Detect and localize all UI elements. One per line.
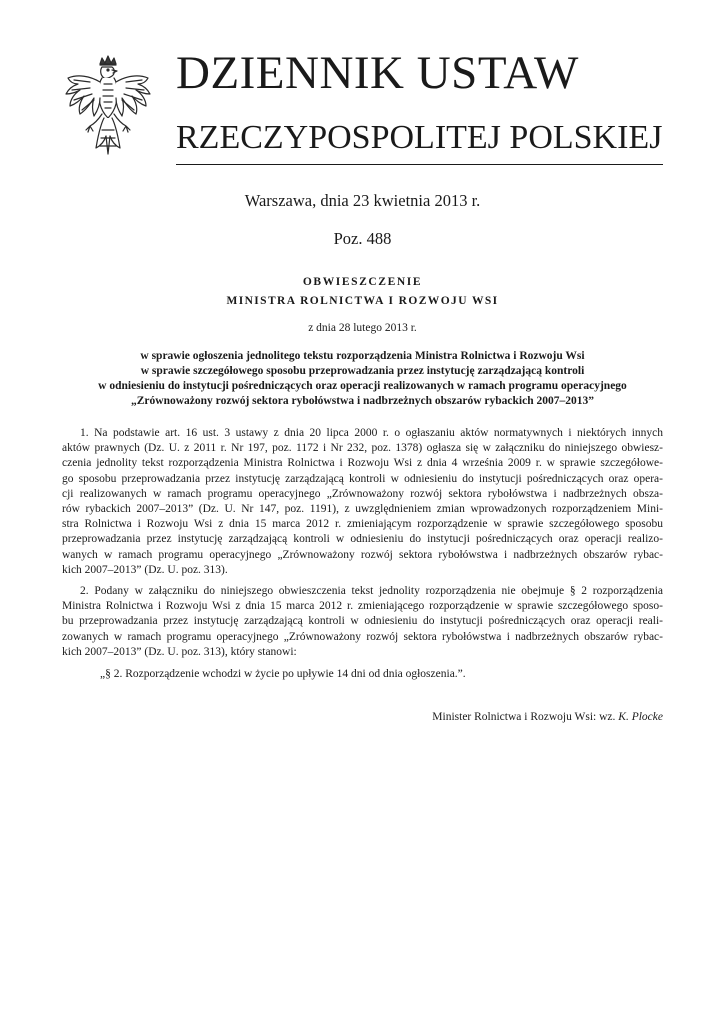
paragraph-line: aktów prawnych (Dz. U. z 2011 r. Nr 197, poz. 1172 i Nr 232, poz. 1378) ogłasza się w załączniku do niniejszego obwiesz-	[62, 442, 663, 455]
subject-line: w odniesieniu do instytucji pośredniczących oraz operacji realizowanych w ramach programu operacyjnego	[98, 380, 627, 392]
act-type: OBWIESZCZENIE	[302, 276, 423, 288]
header-divider	[176, 164, 663, 165]
paragraph-line: go sposobu przeprowadzania przez instytucję zarządzającą kontroli w odniesieniu do instytucji pośredniczących oraz opera-	[62, 472, 663, 485]
subject-line: w sprawie ogłoszenia jednolitego tekstu rozporządzenia Ministra Rolnictwa i Rozwoju Wsi	[140, 350, 585, 362]
position-number: Poz. 488	[333, 229, 392, 248]
paragraph-line: przeprowadzania przez instytucję zarządzającą kontroli w odniesieniu do instytucji pośredniczących oraz operacji realizo-	[62, 533, 663, 546]
place-and-date: Warszawa, dnia 23 kwietnia 2013 r.	[244, 191, 481, 210]
paragraph-line: stra Rolnictwa i Rozwoju Wsi z dnia 15 marca 2012 r. zmieniającym rozporządzenie w sprawie szczegółowego sposobu	[62, 518, 663, 531]
paragraph-line: 2. Podany w załączniku do niniejszego obwieszczenia tekst jednolity rozporządzenia nie obejmuje § 2 rozporządzenia	[80, 585, 663, 597]
paragraph-line: czenia jednolity tekst rozporządzenia Ministra Rolnictwa i Rozwoju Wsi z dnia 4 września 2009 r. w sprawie szczegółowe-	[62, 457, 663, 470]
signature-block	[432, 711, 663, 723]
paragraph-line: kich 2007–2013” (Dz. U. poz. 313), który stanowi:	[62, 645, 297, 658]
paragraph-2	[62, 584, 663, 660]
signatory-role: Minister Rolnictwa i Rozwoju Wsi: wz.	[432, 711, 616, 723]
paragraph-line: rów rybackich 2007–2013” (Dz. U. Nr 147, poz. 1191), z uwzględnieniem zmian wprowadzonych rozporządzeniem Mini-	[62, 503, 663, 516]
paragraph-line: wanych w ramach programu operacyjnego „Zrównoważony rozwój sektora rybołówstwa i nadbrzeżnych obszarów rybac-	[62, 548, 663, 561]
signatory-name: K. Plocke	[618, 711, 663, 723]
paragraph-1	[62, 426, 663, 578]
journal-title: DZIENNIK USTAW	[176, 47, 579, 99]
paragraph-line: Ministra Rolnictwa i Rozwoju Wsi z dnia 15 marca 2012 r. zmieniającego rozporządzenie w sprawie szczegółowego sposo-	[62, 600, 663, 613]
paragraph-line: zowanych w ramach programu operacyjnego „Zrównoważony rozwój sektora rybołówstwa i nadbrzeżnych obszarów rybac-	[62, 630, 663, 643]
subject-line: „Zrównoważony rozwój sektora rybołówstwa i nadbrzeżnych obszarów rybackich 2007–2013”	[131, 395, 594, 407]
issuing-authority: MINISTRA ROLNICTWA I ROZWOJU WSI	[226, 295, 499, 307]
paragraph-line: cji realizowanych w ramach programu operacyjnego „Zrównoważony rozwój sektora rybołówstwa i nadbrzeżnych obsza-	[62, 487, 663, 500]
journal-subtitle: RZECZYPOSPOLITEJ POLSKIEJ	[176, 119, 663, 156]
paragraph-line: 1. Na podstawie art. 16 ust. 3 ustawy z dnia 20 lipca 2000 r. o ogłaszaniu aktów normatywnych i niektórych innych	[80, 427, 663, 439]
paragraph-line: kich 2007–2013” (Dz. U. poz. 313).	[62, 563, 228, 576]
subject-line: w sprawie szczegółowego sposobu przeprowadzania przez instytucję zarządzającą kontroli	[140, 365, 585, 377]
polish-eagle-emblem-icon	[60, 54, 156, 166]
quoted-provision: „§ 2. Rozporządzenie wchodzi w życie po upływie 14 dni od dnia ogłoszenia.”.	[100, 668, 466, 680]
act-subject	[62, 349, 663, 409]
paragraph-line: bu przeprowadzania przez instytucję zarządzającą kontroli w odniesieniu do instytucji pośredniczących oraz operacji reali-	[62, 615, 663, 628]
act-date: z dnia 28 lutego 2013 r.	[308, 322, 417, 334]
